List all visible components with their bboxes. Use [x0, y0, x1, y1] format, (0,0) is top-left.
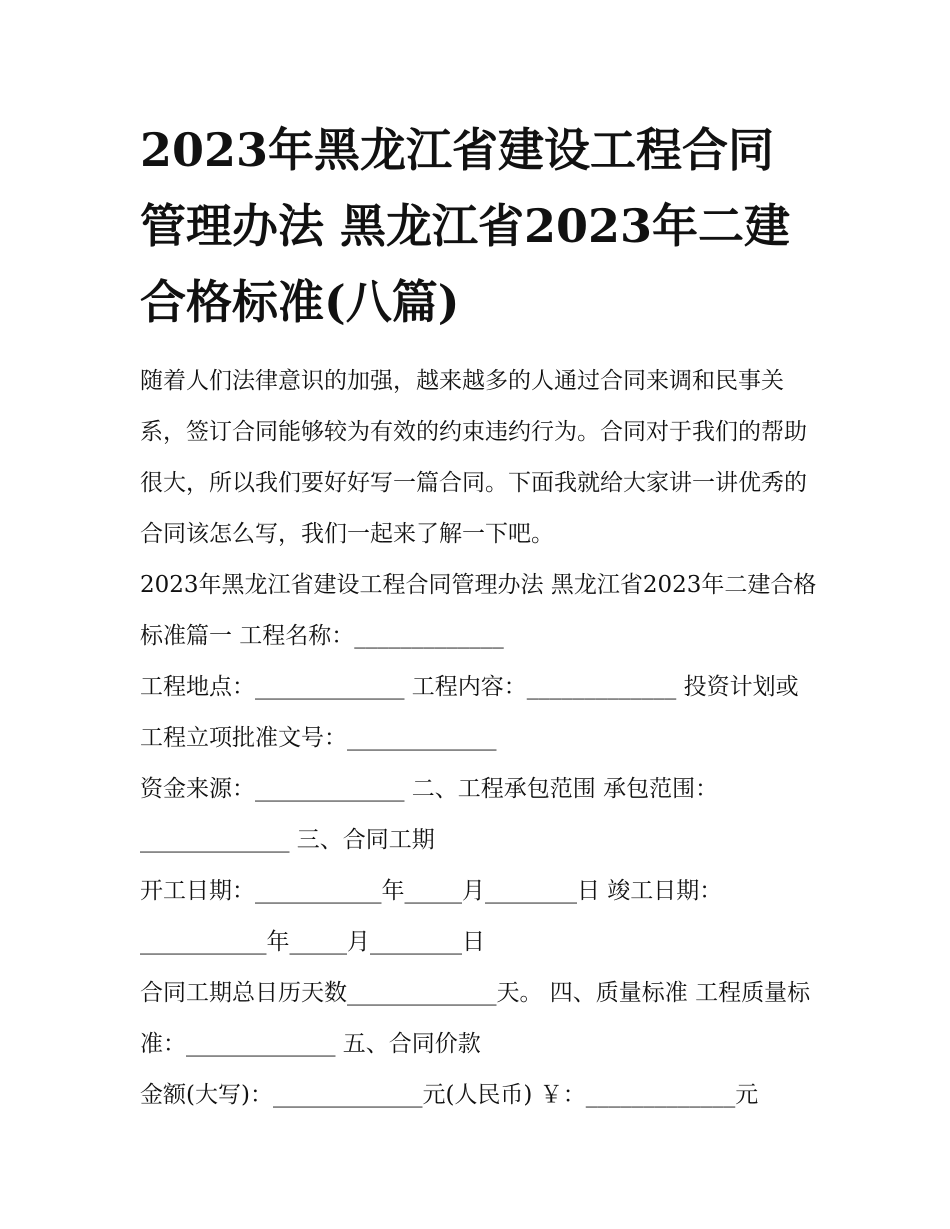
document-body: [140, 356, 820, 1121]
schedule-dates-line: 开工日期：___________年_____月________日 竣工日期：___________年_____月________日: [140, 878, 723, 955]
funding-scope-line: 资金来源：_____________ 二、工程承包范围 承包范围：_____________ 三、合同工期: [140, 776, 719, 853]
document-page: [140, 112, 820, 1121]
project-location-line: 工程地点：_____________ 工程内容：_____________ 投资计划或工程立项批准文号：_____________: [140, 674, 799, 751]
contract-price-line: 金额(大写)：_____________元(人民币) ￥：_____________元: [140, 1082, 759, 1108]
document-title: 2023年黑龙江省建设工程合同管理办法 黑龙江省2023年二建合格标准(八篇): [140, 123, 791, 329]
duration-quality-line: 合同工期总日历天数_____________天。 四、质量标准 工程质量标准：_____________ 五、合同价款: [140, 980, 811, 1057]
intro-paragraph: 随着人们法律意识的加强，越来越多的人通过合同来调和民事关系，签订合同能够较为有效的约束违约行为。合同对于我们的帮助很大，所以我们要好好写一篇合同。下面我就给大家讲一讲优秀的合同该怎么写，我们一起来了解一下吧。: [140, 368, 807, 547]
project-name-line: 2023年黑龙江省建设工程合同管理办法 黑龙江省2023年二建合格标准篇一 工程名称：_____________: [140, 572, 817, 649]
